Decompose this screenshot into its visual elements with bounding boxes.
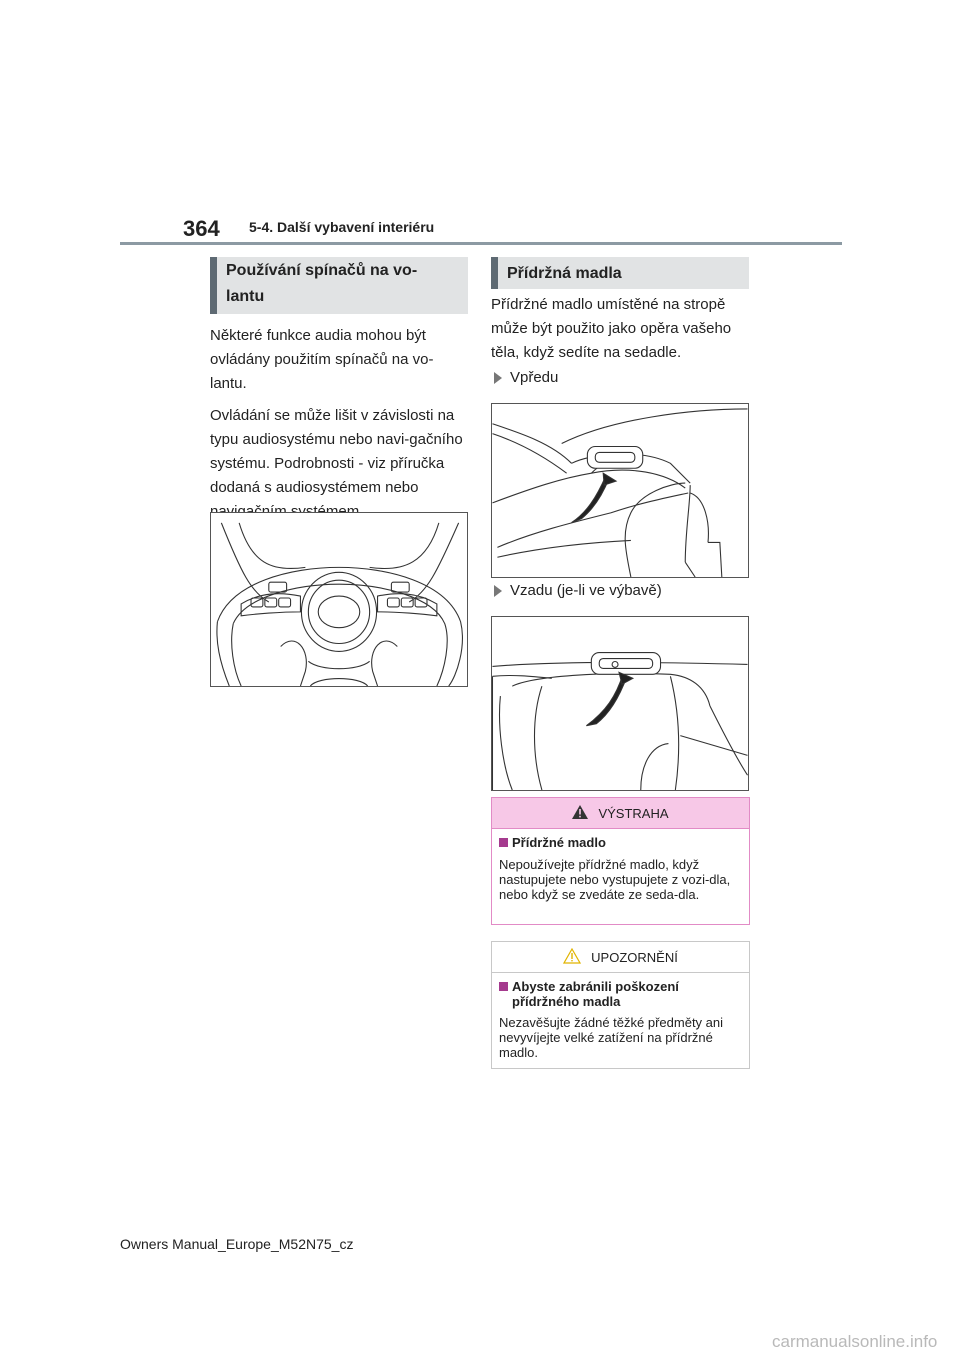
warning-triangle-icon (572, 805, 588, 822)
section-title: 5-4. Další vybavení interiéru (249, 219, 435, 235)
bullet-triangle-icon (494, 585, 502, 597)
steering-wheel-illustration (210, 512, 468, 687)
grab-handles-para: Přídržné madlo umístěné na stropě může být použito jako opěra vašeho těla, když sedíte na sedadle. (491, 296, 732, 361)
warning-box (491, 797, 750, 925)
warning-text: Nepoužívejte přídržné madlo, když nastupujete nebo vystupujete z vozi-dla, nebo když se zvedáte ze seda-dla. (499, 857, 731, 902)
caution-title: UPOZORNĚNÍ (591, 949, 678, 965)
bullet-triangle-icon (494, 372, 502, 384)
caution-header (492, 942, 749, 973)
square-bullet-icon (499, 838, 508, 847)
page-number: 364 (183, 216, 220, 241)
caution-subheading: Abyste zabránili poškození přídržného madla (499, 979, 743, 1009)
rear-grab-handle-illustration (491, 616, 749, 791)
header-rule (120, 242, 842, 245)
watermark: carmanualsonline.info (772, 1332, 938, 1351)
rear-label: Vzadu (je-li ve výbavě) (494, 582, 662, 599)
footer-manual-id: Owners Manual_Europe_M52N75_cz (120, 1236, 354, 1252)
caution-triangle-icon (563, 948, 581, 967)
front-grab-handle-illustration (491, 403, 749, 578)
square-bullet-icon (499, 982, 508, 991)
warning-subheading: Přídržné madlo (499, 835, 743, 850)
steering-switches-para-2: Ovládání se může lišit v závislosti na typu audiosystému nebo navi-gačního systému. Podrobnosti - viz příručka dodaná s audiosystémem nebo (210, 407, 463, 496)
right-column (491, 257, 749, 365)
caution-text: Nezavěšujte žádné těžké předměty ani nevyvíjejte velké zatížení na přídržné madlo. (499, 1015, 724, 1060)
grab-handles-heading: Přídržná madla (491, 257, 749, 289)
caution-box (491, 941, 750, 1069)
front-label: Vpředu (494, 369, 558, 386)
left-column (210, 257, 468, 524)
warning-header (492, 798, 749, 829)
warning-title: VÝSTRAHA (598, 805, 669, 821)
steering-switches-para-1: Některé funkce audia mohou být ovládány použitím spínačů na vo-lantu. (210, 327, 434, 392)
steering-switches-heading: Používání spínačů na vo- lantu (210, 257, 468, 314)
